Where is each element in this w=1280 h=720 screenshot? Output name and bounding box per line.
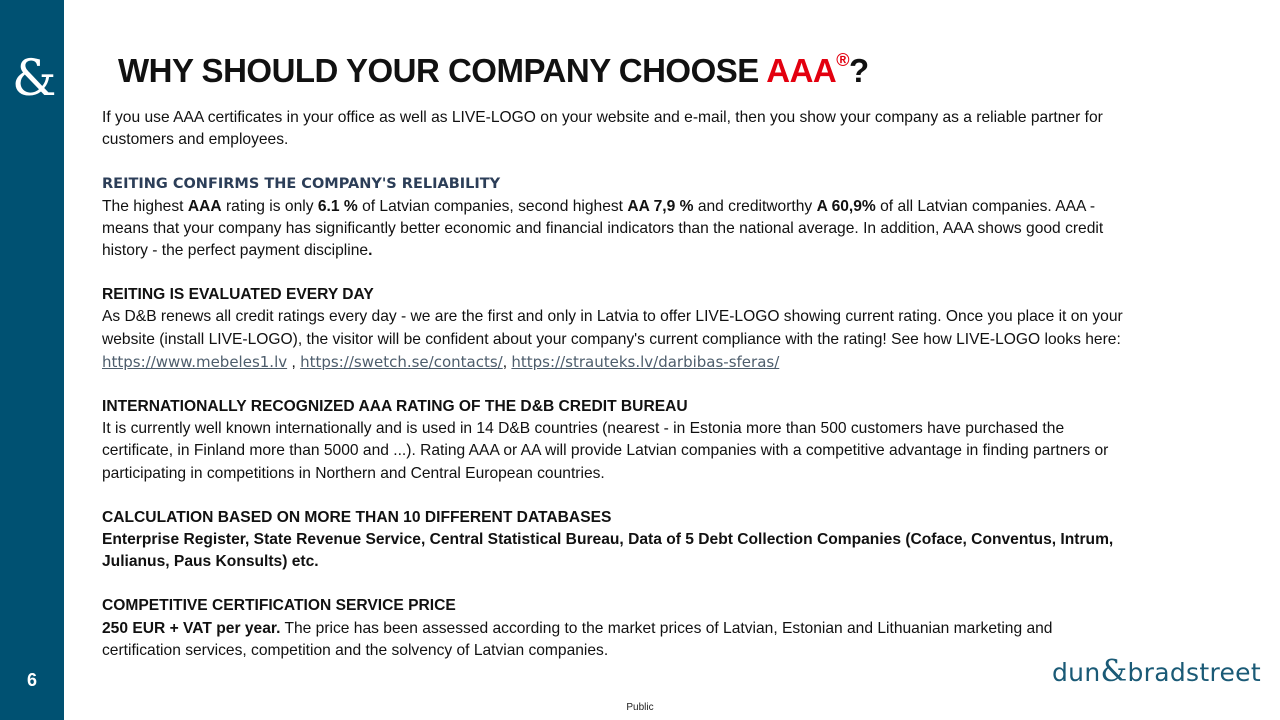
section-heading-price: COMPETITIVE CERTIFICATION SERVICE PRICE xyxy=(102,597,456,615)
section-heading-databases: CALCULATION BASED ON MORE THAN 10 DIFFERENT DATABASES xyxy=(102,508,612,526)
section-text-daily: As D&B renews all credit ratings every day - we are the first and only in Latvia to offer LIVE-LOGO showing current rating. Once you place it on your website (install LIVE-LOGO), the visitor will be confident about your company's current compliance with the rating! See how LIVE-LOGO looks here: https://www.mebeles1.lv , https://swetch.se/contacts/, https://strauteks.lv/darbibas-sferas/ xyxy=(102,308,1123,371)
registered-mark: ® xyxy=(836,50,850,70)
dun-bradstreet-logo: dun&bradstreet xyxy=(1052,654,1261,689)
link-mebeles1[interactable]: https://www.mebeles1.lv xyxy=(102,352,288,371)
ampersand-logo-icon: & xyxy=(12,49,57,107)
section-text-international: It is currently well known internationally and is used in 14 D&B countries (nearest - in Estonia more than 500 customers have purchased the certificate, in Finland more than 5000 and ...). Rating AAA or AA will provide Latvian companies with a competitive advantage in finding partners or participating in competitions in Northern and Central European countries. xyxy=(102,420,1109,482)
page-number: 6 xyxy=(26,670,37,690)
section-heading-daily: REITING IS EVALUATED EVERY DAY xyxy=(102,286,374,304)
section-heading-international: INTERNATIONALLY RECOGNIZED AAA RATING OF THE D&B CREDIT BUREAU xyxy=(102,398,688,416)
slide-body xyxy=(102,107,1132,662)
classification-footer: Public xyxy=(626,702,654,713)
link-strauteks[interactable]: https://strauteks.lv/darbibas-sferas/ xyxy=(511,352,780,371)
section-text-price: 250 EUR + VAT per year. The price has been assessed according to the market prices of Latvian, Estonian and Lithuanian marketing and certification services, competition and the solvency of Latvian companies. xyxy=(102,619,1053,659)
section-text-reliability: The highest AAA rating is only 6.1 % of Latvian companies, second highest AA 7,9 % and creditworthy A 60,9% of all Latvian companies. AAA - means that your company has significantly better economic and financial indicators than the national average. In addition, AAA shows good credit history - the perfect payment discipline. xyxy=(102,197,1104,260)
link-swetch[interactable]: https://swetch.se/contacts/ xyxy=(300,352,503,371)
title-prefix: WHY SHOULD YOUR COMPANY CHOOSE xyxy=(118,52,767,89)
sidebar xyxy=(0,0,64,720)
title-brand: AAA xyxy=(766,52,837,89)
section-text-databases: Enterprise Register, State Revenue Service, Central Statistical Bureau, Data of 5 Debt Collection Companies (Coface, Conventus, Intrum, Julianus, Paus Konsults) etc. xyxy=(102,531,1114,571)
title-suffix: ? xyxy=(849,52,869,89)
intro-paragraph: If you use AAA certificates in your office as well as LIVE-LOGO on your website and e-mail, then you show your company as a reliable partner for customers and employees. xyxy=(102,109,1103,149)
page-title xyxy=(118,52,869,90)
section-heading-reliability: REITING CONFIRMS THE COMPANY'S RELIABILITY xyxy=(102,176,501,193)
